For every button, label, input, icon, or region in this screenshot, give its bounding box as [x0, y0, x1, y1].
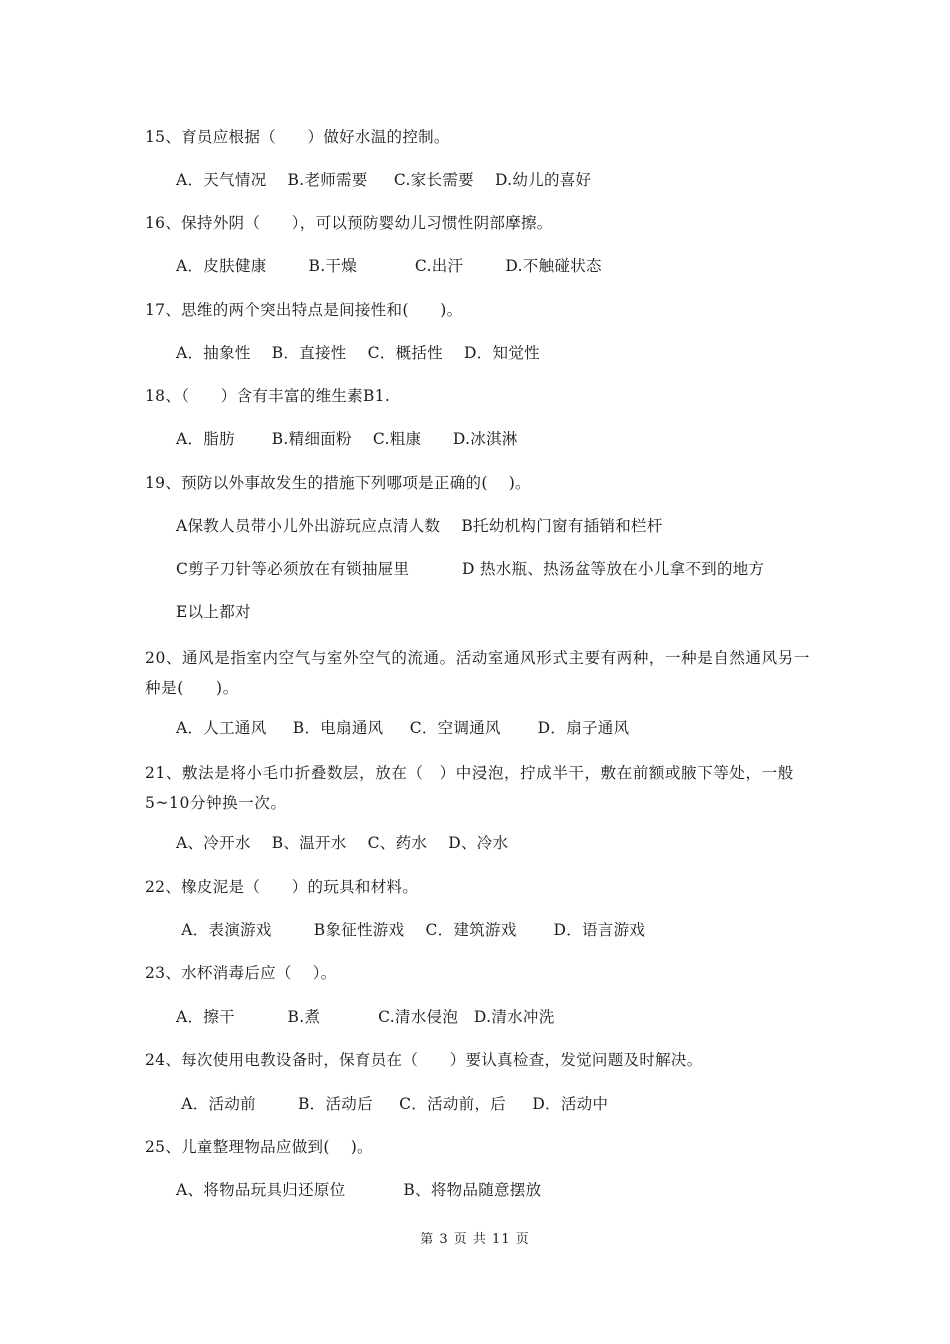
question-16-options: A．皮肤健康 B.干燥 C.出汗 D.不触碰状态: [176, 257, 602, 275]
question-16-stem: 16、保持外阴（ ），可以预防婴幼儿习惯性阴部摩擦。: [145, 214, 553, 232]
page-number-footer: 第 3 页 共 11 页: [420, 1232, 530, 1247]
question-22-options: A．表演游戏 B象征性游戏 C．建筑游戏 D．语言游戏: [176, 921, 646, 939]
question-15-stem: 15、育员应根据（ ）做好水温的控制。: [145, 128, 450, 146]
question-18-stem: 18、（ ）含有丰富的维生素B1.: [145, 387, 391, 405]
question-24-stem: 24、每次使用电教设备时，保育员在（ ）要认真检查，发觉问题及时解决。: [145, 1051, 703, 1069]
question-21-stem: 21、敷法是将小毛巾折叠数层，放在（ ）中浸泡，拧成半干，敷在前额或腋下等处，一般5~10分钟换一次。: [145, 764, 794, 812]
question-23-stem: 23、水杯消毒后应（ ）。: [145, 964, 337, 982]
question-25-options: A、将物品玩具归还原位 B、将物品随意摆放: [176, 1181, 542, 1199]
question-24-options: A．活动前 B．活动后 C．活动前，后 D．活动中: [176, 1095, 609, 1113]
question-22-stem: 22、橡皮泥是（ ）的玩具和材料。: [145, 878, 419, 896]
question-19-option-line-1: A保教人员带小儿外出游玩应点清人数 B托幼机构门窗有插销和栏杆: [176, 517, 663, 535]
question-21-options: A、冷开水 B、温开水 C、药水 D、冷水: [176, 834, 509, 852]
question-25-stem: 25、儿童整理物品应做到( )。: [145, 1138, 373, 1156]
question-15-options: A．天气情况 B.老师需要 C.家长需要 D.幼儿的喜好: [176, 171, 592, 189]
question-18-options: A．脂肪 B.精细面粉 C.粗康 D.冰淇淋: [176, 430, 518, 448]
question-19-stem: 19、预防以外事故发生的措施下列哪项是正确的( )。: [145, 474, 531, 492]
question-23-options: A．擦干 B.煮 C.清水侵泡 D.清水冲洗: [176, 1008, 555, 1026]
question-19-option-line-3: E以上都对: [176, 603, 251, 621]
question-19-option-line-2: C剪子刀针等必须放在有锁抽屉里 D 热水瓶、热汤盆等放在小儿拿不到的地方: [176, 560, 765, 578]
question-20-options: A．人工通风 B．电扇通风 C．空调通风 D．扇子通风: [176, 719, 630, 737]
question-17-options: A．抽象性 B．直接性 C．概括性 D．知觉性: [176, 344, 540, 362]
question-17-stem: 17、思维的两个突出特点是间接性和( )。: [145, 301, 463, 319]
question-20-stem: 20、通风是指室内空气与室外空气的流通。活动室通风形式主要有两种，一种是自然通风另一种是( )。: [145, 649, 810, 697]
